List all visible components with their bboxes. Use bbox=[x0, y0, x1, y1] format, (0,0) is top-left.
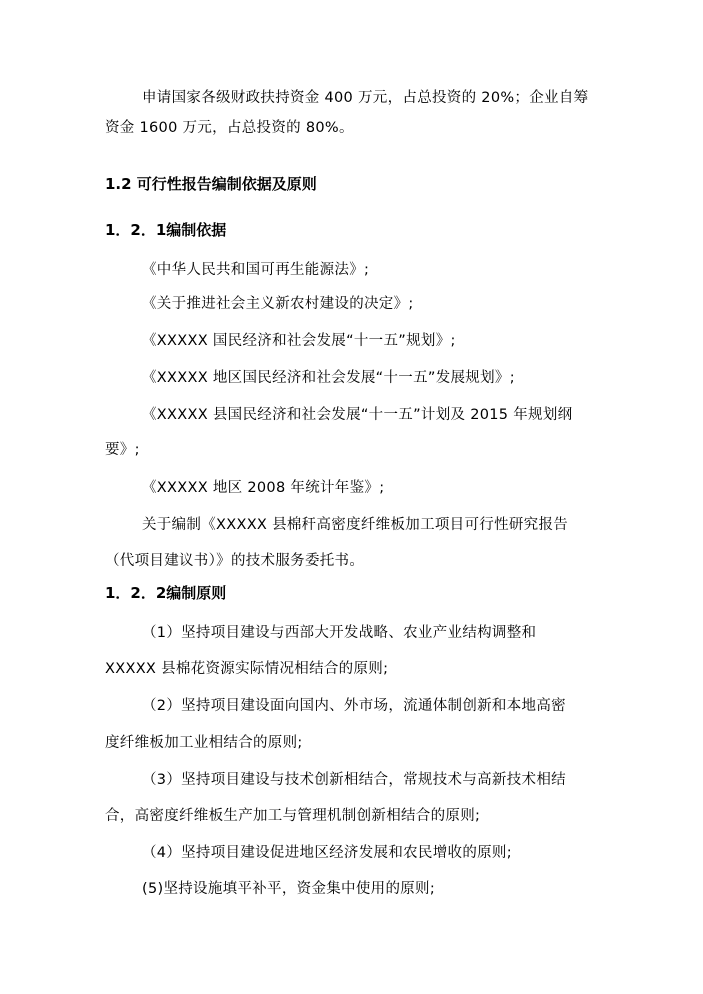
funding-line-2: 资金 1600 万元，占总投资的 80%。 bbox=[105, 120, 354, 136]
principle-item: (5)坚持设施填平补平，资金集中使用的原则; bbox=[142, 881, 436, 897]
basis-item: 《中华人民共和国可再生能源法》; bbox=[142, 262, 370, 278]
basis-item: 关于编制《XXXXX 县棉秆高密度纤维板加工项目可行性研究报告 bbox=[142, 517, 569, 533]
basis-item: 《XXXXX 地区国民经济和社会发展“十一五”发展规划》; bbox=[142, 370, 515, 386]
section-heading-1-2-1: 1．2．1编制依据 bbox=[105, 221, 227, 239]
principle-item: （2）坚持项目建设面向国内、外市场，流通体制创新和本地高密 bbox=[142, 698, 566, 714]
basis-item: 要》; bbox=[105, 442, 140, 458]
section-heading-1-2-2: 1．2．2编制原则 bbox=[105, 584, 227, 602]
section-heading-1-2: 1.2 可行性报告编制依据及原则 bbox=[105, 175, 317, 193]
basis-item: （代项目建议书）》的技术服务委托书。 bbox=[105, 553, 365, 569]
basis-item: 《关于推进社会主义新农村建设的决定》; bbox=[142, 296, 414, 312]
principle-item: （4）坚持项目建设促进地区经济发展和农民增收的原则; bbox=[142, 845, 512, 861]
principle-item: （1）坚持项目建设与西部大开发战略、农业产业结构调整和 bbox=[142, 625, 537, 641]
principle-item: 合，高密度纤维板生产加工与管理机制创新相结合的原则; bbox=[105, 808, 481, 824]
basis-item: 《XXXXX 国民经济和社会发展“十一五”规划》; bbox=[142, 333, 456, 349]
principle-item: XXXXX 县棉花资源实际情况相结合的原则; bbox=[105, 661, 389, 677]
principle-item: （3）坚持项目建设与技术创新相结合，常规技术与高新技术相结 bbox=[142, 772, 566, 788]
basis-item: 《XXXXX 地区 2008 年统计年鉴》; bbox=[142, 480, 385, 496]
funding-line-1: 申请国家各级财政扶持资金 400 万元，占总投资的 20%；企业自筹 bbox=[142, 90, 589, 106]
principle-item: 度纤维板加工业相结合的原则; bbox=[105, 735, 303, 751]
basis-item: 《XXXXX 县国民经济和社会发展“十一五”计划及 2015 年规划纲 bbox=[142, 407, 573, 423]
